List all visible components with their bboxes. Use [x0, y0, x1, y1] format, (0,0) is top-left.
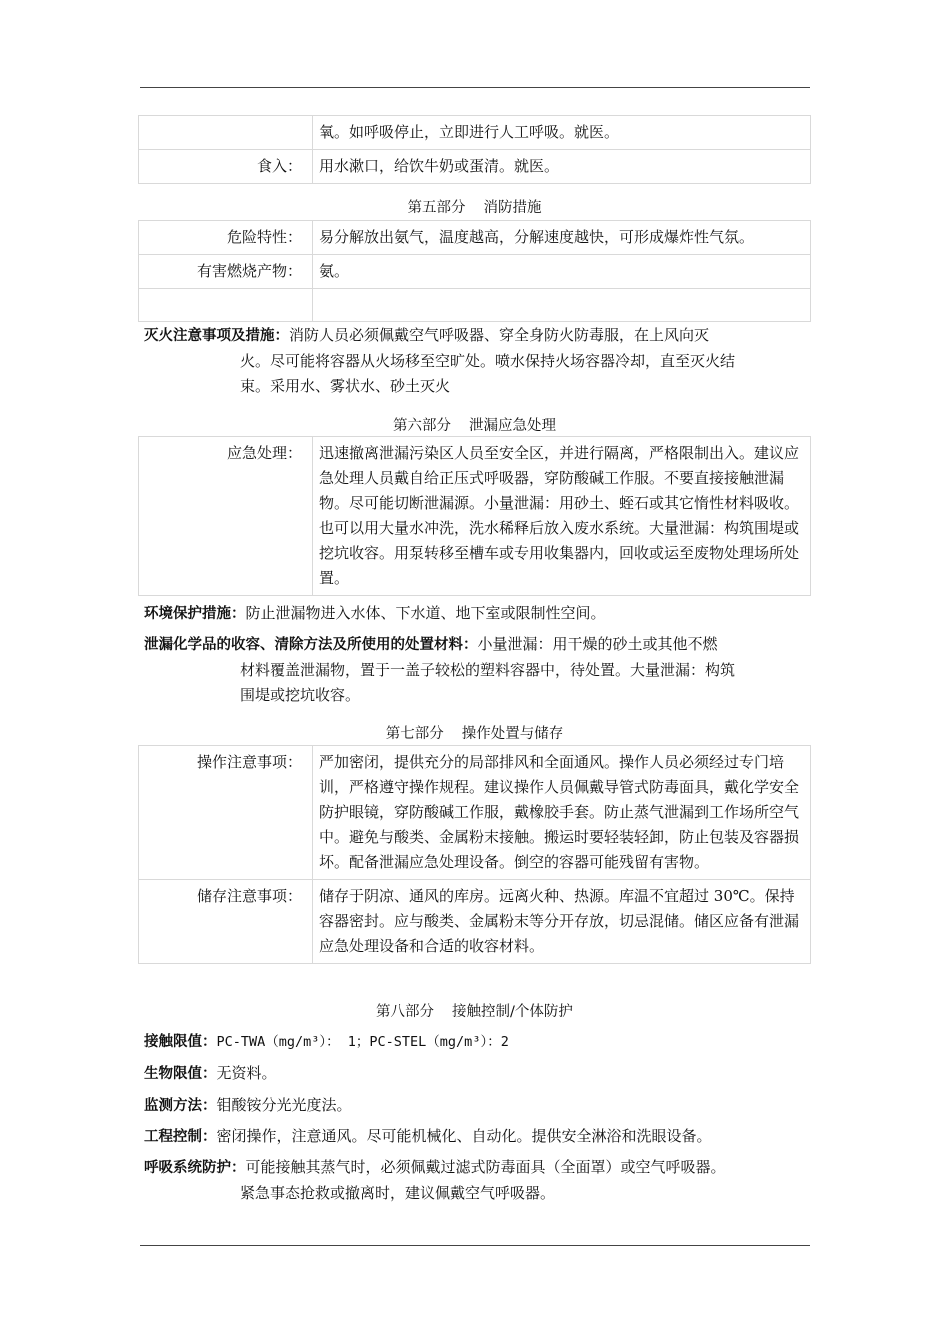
fire-table: [138, 220, 811, 322]
row-key: 有害燃烧产物：: [139, 255, 313, 289]
row-value: 储存于阴凉、通风的库房。远离火种、热源。库温不宜超过 30℃。保持容器密封。应与酸类、金属粉末等分开存放，切忌混储。储区应备有泄漏应急处理设备和合适的收容材料。: [313, 880, 811, 964]
row-value: 用水漱口，给饮牛奶或蛋清。就医。: [313, 150, 811, 184]
env-protection-text: 防止泄漏物进入水体、下水道、地下室或限制性空间。: [245, 604, 606, 622]
env-protection-label: 环境保护措施：: [144, 606, 246, 622]
table-row: [139, 255, 811, 289]
row-key: [139, 289, 313, 322]
table-row: [139, 746, 811, 880]
monitoring-method-text: 钼酸铵分光光度法。: [216, 1096, 352, 1114]
row-key: 操作注意事项：: [139, 746, 313, 880]
bio-limits-label: 生物限值：: [144, 1066, 217, 1082]
fire-measures-line1: 消防人员必须佩戴空气呼吸器、穿全身防火防毒服，在上风向灭: [289, 326, 710, 344]
header-rule: [140, 87, 810, 88]
respiratory-protection: [144, 1155, 804, 1206]
bio-limits-text: 无资料。: [216, 1064, 277, 1082]
row-value: 易分解放出氨气，温度越高，分解速度越快，可形成爆炸性气氛。: [313, 221, 811, 255]
row-value: 氨。: [313, 255, 811, 289]
table-row: [139, 437, 811, 596]
monitoring-method-label: 监测方法：: [144, 1098, 217, 1114]
row-value: 迅速撤离泄漏污染区人员至安全区，并进行隔离，严格限制出入。建议应急处理人员戴自给正压式呼吸器，穿防酸碱工作服。不要直接接触泄漏物。尽可能切断泄漏源。小量泄漏：用砂土、蛭石或其它惰性材料吸收。也可以用大量水冲洗，洗水稀释后放入废水系统。大量泄漏：构筑围堤或挖坑收容。用泵转移至槽车或专用收集器内，回收或运至废物处理场所处置。: [313, 437, 811, 596]
row-key: 危险特性：: [139, 221, 313, 255]
bio-limits: [144, 1061, 804, 1087]
row-key: 储存注意事项：: [139, 880, 313, 964]
leak-cleanup: [144, 632, 804, 708]
engineering-control-text: 密闭操作，注意通风。尽可能机械化、自动化。提供安全淋浴和洗眼设备。: [216, 1127, 712, 1145]
leak-table: [138, 436, 811, 596]
leak-cleanup-line3: 围堤或挖坑收容。: [240, 686, 361, 704]
table-row: [139, 221, 811, 255]
fire-measures-label: 灭火注意事项及措施：: [144, 328, 289, 344]
section-number: 第七部分: [385, 726, 444, 742]
row-key: [139, 116, 313, 150]
leak-cleanup-label: 泄漏化学品的收容、清除方法及所使用的处置材料：: [144, 637, 478, 653]
section-8-heading: [138, 1000, 811, 1021]
row-value: 氧。如呼吸停止，立即进行人工呼吸。就医。: [313, 116, 811, 150]
env-protection: [144, 601, 804, 627]
respiratory-protection-line2: 紧急事态抢救或撤离时，建议佩戴空气呼吸器。: [240, 1184, 556, 1202]
section-7-heading: [138, 722, 811, 743]
section-title: 操作处置与储存: [461, 726, 564, 742]
respiratory-protection-line1: 可能接触其蒸气时，必须佩戴过滤式防毒面具（全面罩）或空气呼吸器。: [245, 1158, 726, 1176]
table-row: [139, 150, 811, 184]
section-title: 消防措施: [483, 200, 542, 216]
section-6-heading: [138, 414, 811, 435]
table-row: [139, 116, 811, 150]
row-key: 食入：: [139, 150, 313, 184]
fire-measures: [144, 323, 804, 399]
leak-cleanup-line1: 小量泄漏：用干燥的砂土或其他不燃: [477, 635, 718, 653]
row-value: [313, 289, 811, 322]
row-value: 严加密闭，提供充分的局部排风和全面通风。操作人员必须经过专门培训，严格遵守操作规程。建议操作人员佩戴导管式防毒面具，戴化学安全防护眼镜，穿防酸碱工作服，戴橡胶手套。防止蒸气泄漏到工作场所空气中。避免与酸类、金属粉末接触。搬运时要轻装轻卸，防止包装及容器损坏。配备泄漏应急处理设备。倒空的容器可能残留有害物。: [313, 746, 811, 880]
handling-table: [138, 745, 811, 964]
leak-cleanup-line2: 材料覆盖泄漏物，置于一盖子较松的塑料容器中，待处置。大量泄漏：构筑: [240, 661, 736, 679]
row-key: 应急处理：: [139, 437, 313, 596]
section-5-heading: [138, 196, 811, 217]
section-title: 接触控制/个体防护: [452, 1004, 573, 1020]
exposure-limits: [144, 1029, 804, 1055]
monitoring-method: [144, 1093, 804, 1119]
exposure-limits-label: 接触限值：: [144, 1034, 217, 1050]
fire-measures-line3: 束。采用水、雾状水、砂土灭火: [240, 377, 451, 395]
exposure-limits-text: PC-TWA（mg/m³）： 1；PC-STEL（mg/m³）：2: [216, 1034, 509, 1050]
engineering-control-label: 工程控制：: [144, 1129, 217, 1145]
engineering-control: [144, 1124, 804, 1150]
respiratory-protection-label: 呼吸系统防护：: [144, 1160, 246, 1176]
fire-measures-line2: 火。尽可能将容器从火场移至空旷处。喷水保持火场容器冷却，直至灭火结: [240, 352, 736, 370]
section-number: 第八部分: [376, 1004, 435, 1020]
table-row: [139, 289, 811, 322]
section-number: 第五部分: [407, 200, 466, 216]
table-row: [139, 880, 811, 964]
section-title: 泄漏应急处理: [469, 418, 556, 434]
footer-rule: [140, 1245, 810, 1246]
section-number: 第六部分: [393, 418, 451, 434]
first-aid-table: [138, 115, 811, 184]
